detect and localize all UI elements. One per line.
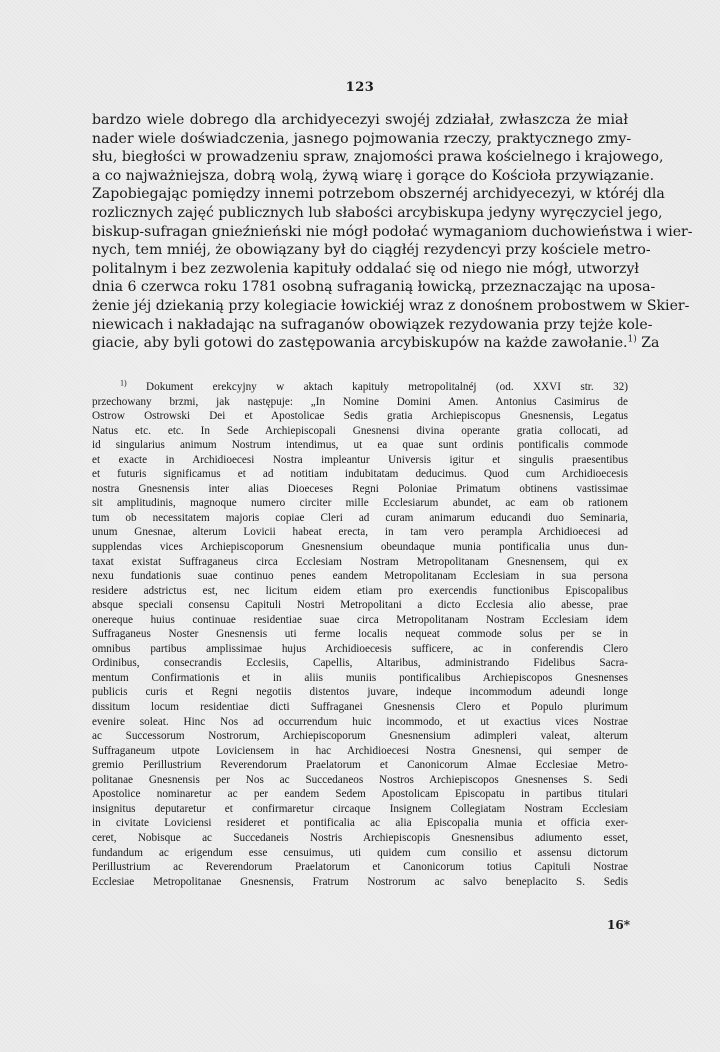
body-line: nych, tem mniéj, że obowiązany był do ciągłéj rezydencyi przy kościele metro- [92, 242, 651, 259]
body-line: żenie jéj dziekanią przy kolegiacie łowickiéj wraz z donośnem probostwem w Skier- [92, 297, 690, 314]
footnote-line: sit amplitudinis, magnoque numero circiter mille Ecclesiarum abundet, ac eam ob rationem [92, 497, 628, 510]
footnote-line: fundandum ac erigendum esse censuimus, uti quidem cum consilio et assensu dictorum [92, 846, 628, 859]
body-line: niewicach i nakładając na sufraganów obowiązek rezydowania przy tejże kole- [92, 316, 653, 333]
footnote-line: omnibus partibus amplissimae hujus Archidioecesis sufficere, ac in conferendis Clero [92, 642, 628, 655]
page-number: 123 [345, 80, 375, 95]
footnote-marker: 1) [120, 378, 127, 388]
footnote-line: id singularius animum Nostrum intendimus, ut ea quae sunt ordinis pontificalis commode [92, 439, 628, 452]
body-line: nader wiele doświadczenia, jasnego pojmowania rzeczy, praktycznego zmy- [92, 130, 632, 147]
footnote-line: unum Gnesnae, alterum Lovicii habeat erecta, in tam vero perampla Archidioecesi ad [92, 526, 628, 539]
footnote-first-line [92, 380, 628, 395]
footnote-line: Apostolice nominaretur ac per eandem Sedem Apostolicam Episcopatu in partibus titulari [92, 788, 628, 801]
footnote-line: Suffraganeus Noster Gnesnensis uti ferme localis nequeat commode solus per se in [92, 628, 628, 641]
footnote-line: Perillustrium ac Reverendorum Praelatorum et Canonicorum totius Capituli Nostrae [92, 861, 628, 874]
body-line-last-continuation: Za [641, 335, 660, 352]
footnote-line: residere adstrictus est, nec licitum eidem etiam pro exercendis functionibus Episcopalibus [92, 584, 628, 597]
body-line: dnia 6 czerwca roku 1781 osobną sufraganią łowicką, przeznaczając na uposa- [92, 279, 656, 296]
footnote-line: taxat existat Suffraganeus circa Ecclesiam Nostram Metropolitanam Gnesnensem, qui ex [92, 555, 628, 568]
footnote-line: ceret, Nobisque ac Succedaneis Nostris Archiepiscopis Gnesnensibus adiumento esset, [92, 831, 628, 844]
footnote-line: supplendas vices Archiepiscoporum Gnesnensium obeundaque munia pontificalia unus dun- [92, 541, 628, 554]
footnote-line: et exacte in Archidioecesi Nostra impleantur Universis igitur et singulis praesentibus [92, 453, 628, 466]
body-line-last [92, 334, 660, 353]
body-line: a co najważniejsza, dobrą wolą, żywą wiarę i gorące do Kościoła przywiązanie. [92, 167, 655, 184]
body-line: Zapobiegając pomiędzy innemi potrzebom obszernéj archidyecezyi, w któréj dla [92, 186, 665, 203]
footnote-line: publicis curis et Regni negotiis distentos juvare, indeque incommodum adeundi longe [92, 686, 628, 699]
printer-signature-mark: 16* [607, 918, 630, 932]
footnote-line: gremio Perillustrium Reverendorum Praelatorum et Canonicorum Almae Ecclesiae Metro- [92, 759, 628, 772]
footnote-line: nexu fundationis suae continuo penes eandem Metropolitanam Ecclesiam in sua persona [92, 570, 628, 583]
footnote-line: ac Successorum Nostrorum, Archiepiscoporum Gnesnensium adimpleri valeat, alterum [92, 730, 628, 743]
footnote-line: Ordinibus, consecrandis Ecclesiis, Capellis, Altaribus, administrando Fidelibus Sacra- [92, 657, 628, 670]
body-line-last-text: giacie, aby byli gotowi do zastępowania arcybiskupów na każde zawołanie. [92, 335, 628, 352]
footnote-line: przechowany brzmi, jak następuje: „In Nomine Domini Amen. Antonius Casimirus de [92, 395, 628, 408]
body-line: słu, biegłości w prowadzeniu spraw, znajomości prawa kościelnego i krajowego, [92, 149, 664, 166]
main-body-text [92, 111, 693, 353]
footnote-line: onereque huius continuae residentiae suae circa Metropolitanam Nostram Ecclesiam idem [92, 613, 628, 626]
body-line: bardzo wiele dobrego dla archidyecezyi swojéj zdziałał, zwłaszcza że miał [92, 112, 628, 128]
footnote-line: insignitus deputaretur et confirmaretur circaque Insignem Collegiatam Nostram Ecclesiam [92, 802, 628, 815]
footnote-line: dissitum locum residentiae dicti Suffraganei Gnesnensis Clero et Populo plurimum [92, 701, 628, 714]
body-line: rozlicznych zajęć publicznych lub słabości arcybiskupa jedyny wyręczyciel jego, [92, 204, 663, 221]
footnote-line: tum ob necessitatem majoris copiae Cleri ad curam animarum educandi duo Seminaria, [92, 511, 628, 524]
footnote [92, 380, 628, 889]
footnote-line: et futuris significamus et ad notitiam indubitatam deducimus. Quod cum Archidioecesis [92, 468, 628, 481]
footnote-line: Suffraganeum utpote Loviciensem in hac Archidioecesi Nostra Gnesnensi, qui semper de [92, 744, 628, 757]
footnote-reference: 1) [627, 334, 637, 345]
footnote-line: politanae Gnesnensis per Nos ac Succedaneos Nostros Archiepiscopos Gnesnenses S. Sedi [92, 773, 628, 786]
footnote-line-last: Ecclesiae Metropolitanae Gnesnensis, Fratrum Nostrorum ac salvo beneplacito S. Sedis [92, 875, 628, 888]
body-line: biskup-sufragan gnieźnieński nie mógł podołać wymaganiom duchowieństwa i wier- [92, 223, 693, 240]
body-line: politalnym i bez zezwolenia kapituły oddalać się od niego nie mógł, utworzył [92, 260, 639, 277]
footnote-line: in civitate Loviciensi resideret et pontificalia ac alia Episcopalia munia et officia exer- [92, 817, 628, 830]
footnote-line: nostra Gnesnensis inter alias Dioeceses Regni Poloniae Primatum obtinens vastissimae [92, 482, 628, 495]
footnote-line: evenire soleat. Hinc Nos ad occurrendum huic incommodo, et ut exactius vices Nostrae [92, 715, 628, 728]
footnote-line: Ostrow Ostrowski Dei et Apostolicae Sedis gratia Archiepiscopus Gnesnensis, Legatus [92, 410, 628, 423]
footnote-line: mentum Confirmationis et in aliis muniis pontificalibus Archiepiscopos Gnesnenses [92, 671, 628, 684]
footnote-line: Natus etc. etc. In Sede Archiepiscopali Gnesnensi divina operante gratia collocati, ad [92, 424, 628, 437]
footnote-first-line-text: Dokument erekcyjny w aktach kapituły metropolitalnéj (od. XXVI str. 32) [146, 381, 628, 393]
footnote-line: absque speciali consensu Capituli Nostri Metropolitani a dicto Ecclesia alio abesse, prae [92, 599, 628, 612]
